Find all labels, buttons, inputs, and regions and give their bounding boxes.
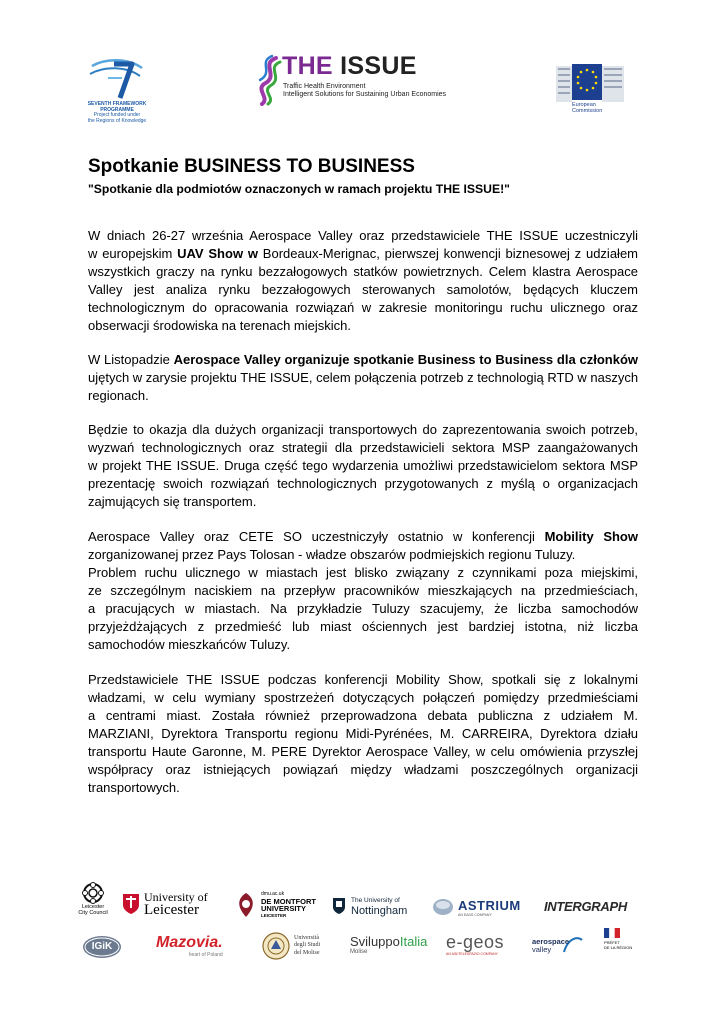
fp7-emblem-icon xyxy=(84,58,150,102)
p5-line: transportu Haute Garonne, M. PERE Dyrektor Aerospace Valley, w celu omówienia przyszłej xyxy=(88,744,638,759)
p5-line: władzami, w celu wymiany spostrzeżeń dotyczących połączeń pomiędzy przedmieściami xyxy=(88,690,638,705)
molise-l1: Università xyxy=(294,934,319,941)
fp7-line4: the Regions of Knowledge xyxy=(87,117,147,124)
p1-line: obserwacji środowiska na terenach miejskich. xyxy=(88,318,352,333)
page-title: Spotkanie BUSINESS TO BUSINESS xyxy=(88,156,415,177)
sviluppo-italia-logo xyxy=(350,934,427,962)
p4-line: przyjeżdżających z przedmieść lub miast ościennych jest bardziej istotna, niż liczba xyxy=(88,619,638,634)
nott-l2: Nottingham xyxy=(351,905,408,917)
issue-swirl-icon xyxy=(256,54,284,106)
fp7-line2: PROGRAMME xyxy=(100,106,134,113)
leicester-rose-icon xyxy=(82,882,104,904)
p5-line: współpracy oraz istniejących powiązań między władzami poszczególnych organizacji xyxy=(88,762,638,777)
p4-line: Problem ruchu ulicznego w miastach jest blisko związany z czynnikami poza miejskimi, xyxy=(88,565,638,580)
ec-line1: European xyxy=(572,102,596,108)
fp7-line3: Project funded under xyxy=(93,112,141,119)
dmu-l3: UNIVERSITY xyxy=(261,904,307,913)
prefet-region-logo xyxy=(604,928,638,964)
leicester-city-council-logo xyxy=(78,882,108,926)
sviluppo-a: Sviluppo xyxy=(350,934,400,949)
astrium-orb-icon xyxy=(432,898,454,916)
page-subtitle: "Spotkanie dla podmiotów oznaczonych w ramach projektu THE ISSUE!" xyxy=(88,182,510,196)
p2-line xyxy=(88,351,638,369)
p4-line: ze szczególnym naciskiem na przepływ pracowników mieszkających na przedmieściach, xyxy=(88,583,638,598)
uol-shield-icon xyxy=(122,893,140,915)
p4-text: Aerospace Valley oraz CETE SO uczestniczyły ostatnio w konferencji xyxy=(88,529,545,544)
p2-text: W Listopadzie xyxy=(88,352,174,367)
egeos-name: e-geos xyxy=(446,932,505,952)
astrium-logo xyxy=(432,894,521,920)
aerospace-valley-logo xyxy=(532,932,569,960)
lcc-l1: Leicester xyxy=(81,904,105,910)
nottingham-crest-icon xyxy=(332,897,346,915)
mazovia-logo xyxy=(156,934,223,964)
issue-the: THE xyxy=(282,52,333,80)
p4-line: samochodów mieszkańców Tuluzy. xyxy=(88,637,291,652)
p3-line: w projekt THE ISSUE. Druga część tego wydarzenia umożliwi przedstawicielom sektora MSP xyxy=(88,458,638,473)
p2-line: regionach. xyxy=(88,388,149,403)
molise-l2: degli Studi xyxy=(294,942,321,949)
university-of-nottingham-logo xyxy=(332,894,407,918)
ec-building-flag-icon xyxy=(556,62,640,102)
university-of-leicester-logo xyxy=(122,890,208,918)
igik-logo xyxy=(82,934,122,960)
p2-bold: Aerospace Valley organizuje spotkanie Business to Business dla członków xyxy=(173,352,638,367)
p2-line: ujętych w zarysie projektu THE ISSUE, celem połączenia potrzeb z technologią RTD w naszych xyxy=(88,370,639,385)
ec-line2: Commission xyxy=(572,108,603,114)
fp7-line1: SEVENTH FRAMEWORK xyxy=(87,101,147,107)
p5-line: a centrami miast. Została również przeprowadzona debata publiczna z udziałem M. xyxy=(88,708,638,723)
uol-l1: University of xyxy=(144,890,208,904)
prefet-l1: PRÉFET xyxy=(604,940,620,945)
av-l2: valley xyxy=(532,945,552,954)
prefet-l2: DE LA RÉGION xyxy=(604,945,633,950)
p1-line: technologicznym do opracowania rozwiązań w zakresie monitoringu ruchu ulicznego oraz xyxy=(88,300,638,315)
p4-line: a pracujących w miastach. Na przykładzie Tuluzy szacujemy, że liczba samochodów xyxy=(88,601,638,616)
sviluppo-b: Italia xyxy=(399,934,428,949)
european-commission-logo xyxy=(556,62,640,120)
dmu-l2: DE MONTFORT xyxy=(261,897,316,906)
p1-line: wszystkich graczy na rynku bezzałogowych statków powietrznych. Celem klastra Aerospace xyxy=(88,264,638,279)
sviluppo-sub: Molise xyxy=(350,949,368,955)
p1-line: Valley jest analiza rynku bezzałogowych sterowanych samolotów, będących kluczem xyxy=(88,282,638,297)
issue-sub1: Traffic Health Environment xyxy=(283,83,366,90)
p1-line xyxy=(88,245,638,263)
lcc-l2: City Council xyxy=(78,910,108,916)
molise-l3: del Molise xyxy=(294,949,320,956)
issue-word: ISSUE xyxy=(340,52,417,80)
intergraph-logo xyxy=(544,896,627,916)
uol-l2: Leicester xyxy=(144,902,199,918)
universita-molise-logo xyxy=(262,930,320,962)
dmu-l4: LEICESTER xyxy=(261,913,287,918)
nott-l1: The University of xyxy=(351,897,400,904)
intergraph-name: INTERGRAPH xyxy=(544,898,627,914)
p4-line xyxy=(88,528,638,546)
french-flag-icon xyxy=(604,928,620,938)
p1-line: W dniach 26-27 września Aerospace Valley oraz przedstawiciele THE ISSUE uczestniczyli xyxy=(88,228,638,243)
p3-line: wyzwań technologicznych oraz strategii dla przedstawicieli sektora MSP zaangażowanych xyxy=(88,440,638,455)
de-montfort-university-logo xyxy=(234,890,316,920)
the-issue-logo xyxy=(256,52,456,110)
p4-line: zorganizowanej przez Pays Tolosan - władze obszarów podmiejskich regionu Tuluzy. xyxy=(88,547,576,562)
astrium-sub: AN EADS COMPANY xyxy=(458,912,492,917)
mazovia-name: Mazovia. xyxy=(156,934,223,951)
p4-bold: Mobility Show xyxy=(544,529,638,544)
issue-sub2: Intelligent Solutions for Sustaining Urban Economies xyxy=(283,91,447,98)
p3-line: Będzie to okazja dla dużych organizacji transportowych do zaprezentowania swoich potrzeb, xyxy=(88,422,638,437)
molise-seal-icon xyxy=(262,932,290,960)
dmu-crest-icon xyxy=(234,892,258,918)
astrium-name: ASTRIUM xyxy=(458,897,521,913)
dmu-l1: dmu.ac.uk xyxy=(261,891,285,897)
igik-name: IGiK xyxy=(91,941,113,952)
fp7-logo xyxy=(84,58,150,124)
p1-text: w europejskim xyxy=(88,246,178,261)
egeos-sub: AN ASI/TELESPAZIO COMPANY xyxy=(446,952,498,956)
p3-line: prezentację swoich rozwiązań technologicznych przygotowanych z myślą o organizacjach xyxy=(88,476,638,491)
e-geos-logo xyxy=(446,932,504,962)
p1-bold: UAV Show w xyxy=(177,246,258,261)
p5-line: transportowych. xyxy=(88,780,180,795)
p5-line: Przedstawiciele THE ISSUE podczas konferencji Mobility Show, spotkali się z lokalnymi xyxy=(88,672,638,687)
p1-text: Bordeaux-Merignac, pierwszej konwencji biznesowej z udziałem xyxy=(257,246,639,261)
mazovia-sub: heart of Poland xyxy=(188,952,223,958)
p3-line: zajmujących się transportem. xyxy=(88,494,257,509)
p5-line: MARZIANI, Dyrektora Transportu regionu Midi-Pyrénées, M. CARREIRA, Dyrektora działu xyxy=(88,726,638,741)
av-l1: aerospace xyxy=(532,937,570,946)
